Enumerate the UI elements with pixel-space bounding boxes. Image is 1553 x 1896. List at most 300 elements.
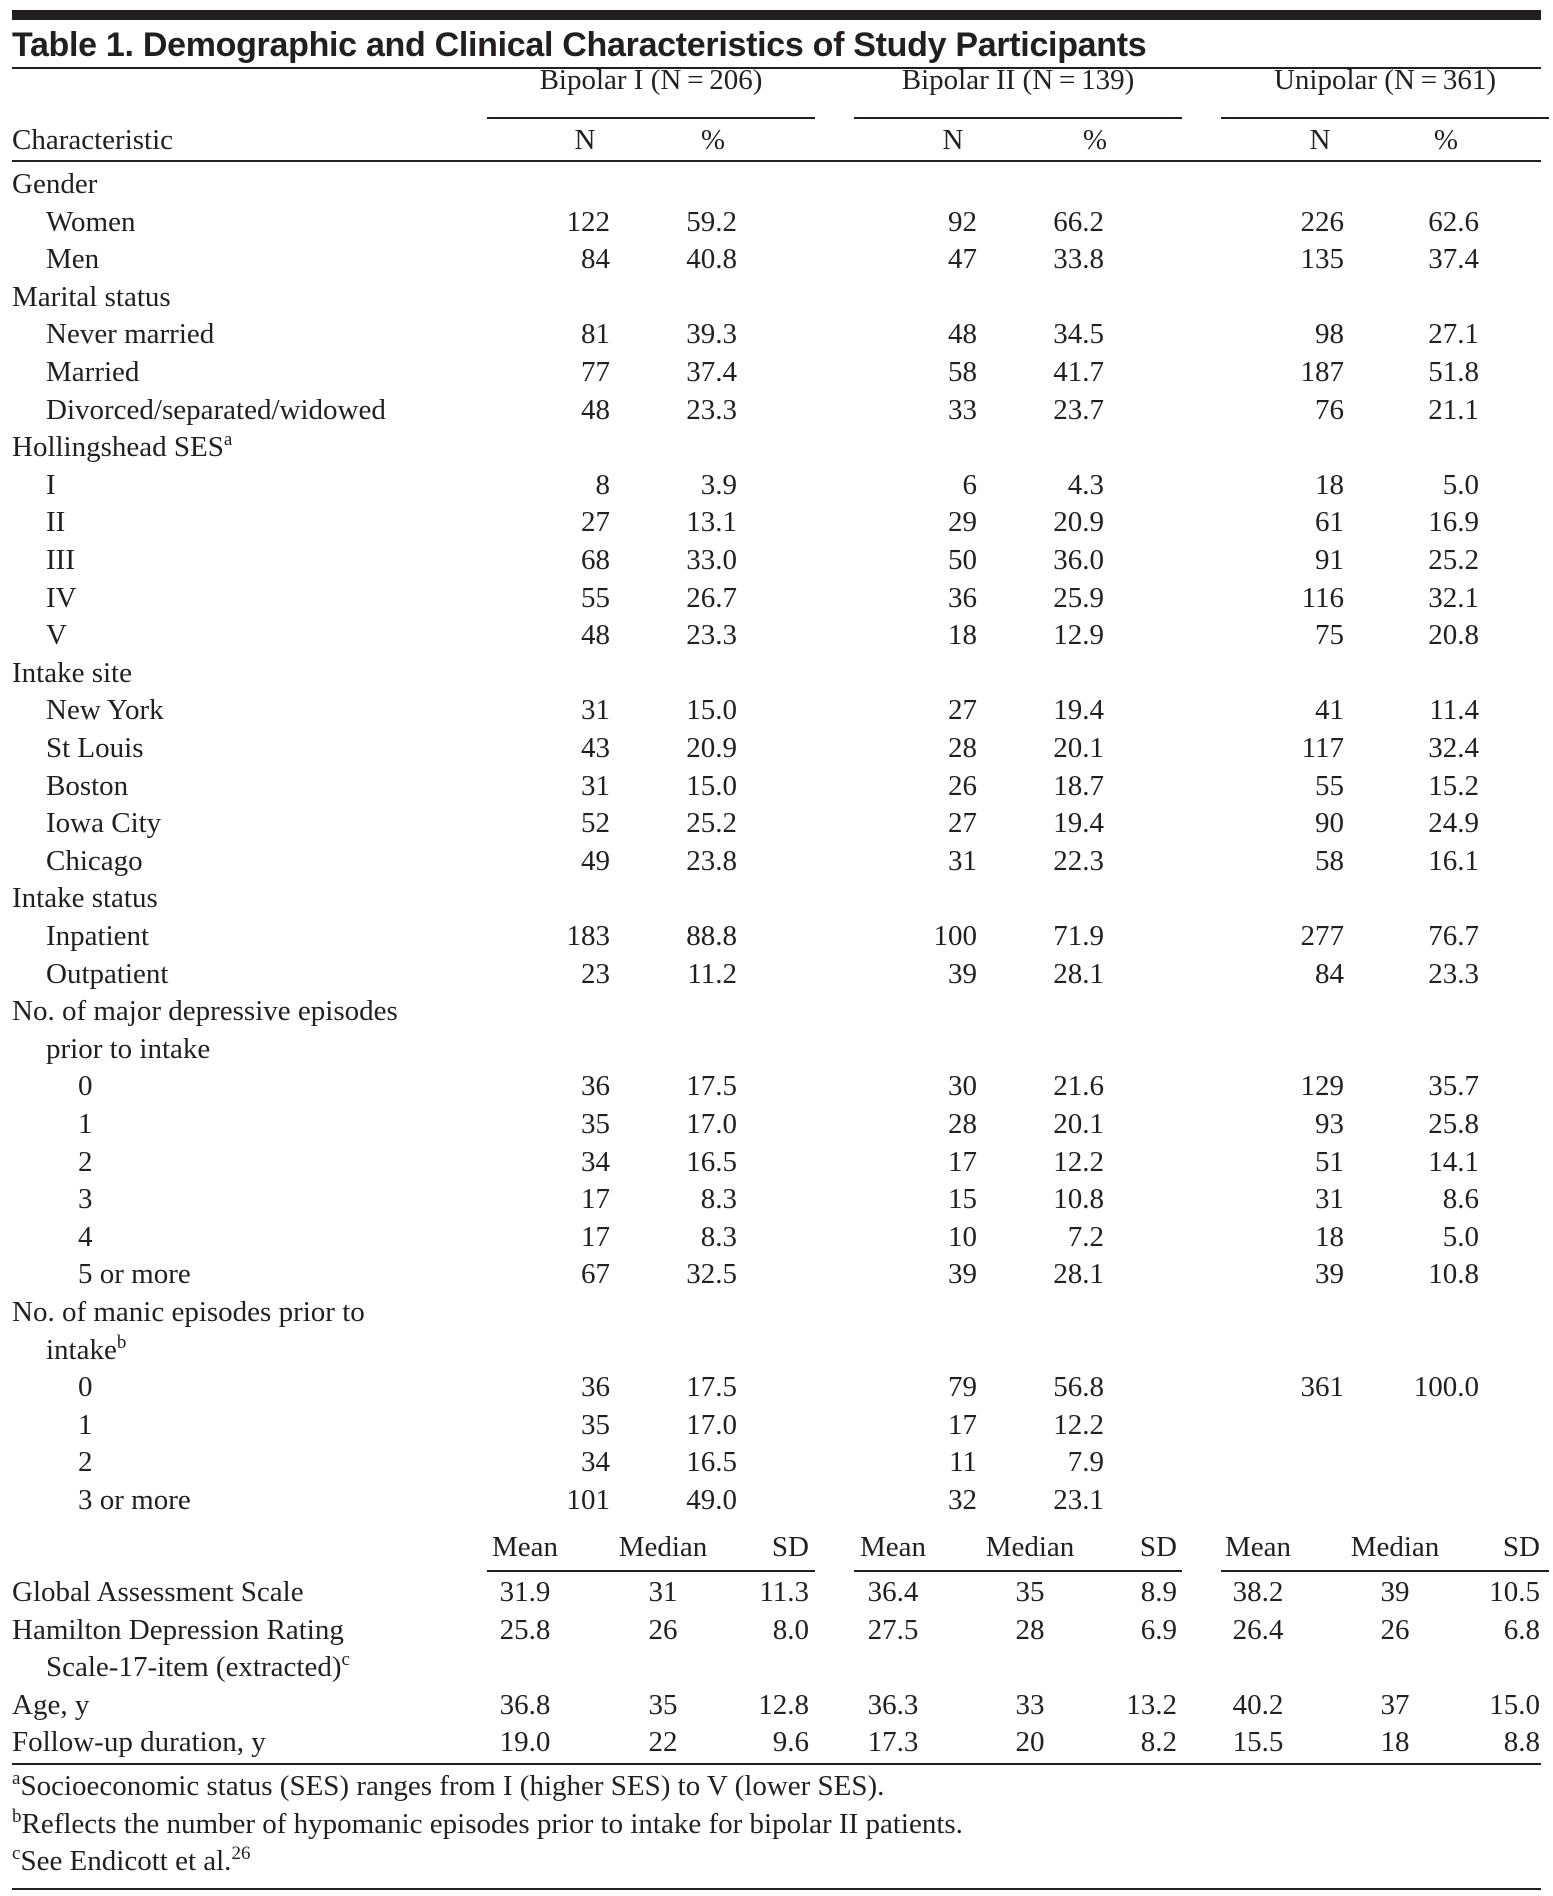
- cell-n: 31: [581, 769, 610, 802]
- stat-sd: 12.8: [758, 1688, 809, 1721]
- cell-n: 17: [581, 1220, 610, 1253]
- row-label: [12, 429, 232, 465]
- row-label: [46, 354, 139, 390]
- row-label: [12, 993, 398, 1029]
- cell-n: 91: [1315, 544, 1344, 576]
- cell-pct: 62.6: [1428, 205, 1479, 238]
- row-label-text: Married: [46, 356, 140, 388]
- row-label: [46, 805, 161, 841]
- group-header-bipolar-2: Bipolar II (N = 139): [901, 64, 1135, 96]
- row-label: [46, 843, 143, 879]
- column-header-n: N: [574, 124, 596, 156]
- cell-pct: 20.1: [1053, 1108, 1104, 1140]
- footnote-text: See Endicott et al.: [20, 1845, 232, 1878]
- row-label: [12, 166, 97, 202]
- row-label-text: Marital status: [12, 280, 171, 313]
- cell-pct: 7.9: [1067, 1446, 1104, 1479]
- row-label: [46, 580, 77, 616]
- stat-mean: 40.2: [1232, 1688, 1284, 1721]
- column-header-pct: %: [700, 124, 726, 156]
- row-label: [46, 730, 144, 766]
- row-label-text: Hollingshead SES: [12, 431, 224, 464]
- row-label-text: II: [46, 506, 66, 539]
- row-label-text: St Louis: [46, 732, 144, 764]
- column-header-pct: %: [1082, 124, 1108, 156]
- cell-pct: 25.9: [1053, 581, 1104, 614]
- row-label-text: intake: [46, 1333, 117, 1366]
- cell-n: 58: [948, 356, 977, 388]
- cell-n: 35: [581, 1408, 610, 1441]
- row-label-text: Intake status: [12, 882, 158, 915]
- stat-median: 20: [1015, 1726, 1045, 1759]
- cell-pct: 10.8: [1053, 1183, 1104, 1216]
- cell-pct: 17.0: [686, 1108, 737, 1140]
- cell-n: 39: [948, 957, 977, 990]
- cell-n: 39: [1315, 1258, 1344, 1291]
- cell-pct: 25.8: [1428, 1108, 1479, 1140]
- row-label: [12, 1294, 365, 1330]
- cell-pct: 49.0: [686, 1484, 737, 1516]
- row-label: [78, 1144, 93, 1180]
- cell-n: 43: [581, 732, 610, 764]
- stats-row-label: [46, 1649, 350, 1685]
- stats-header-median: Median: [1350, 1531, 1440, 1563]
- stats-row-label-text: Hamilton Depression Rating: [12, 1613, 344, 1646]
- stats-header-mean: Mean: [491, 1531, 559, 1563]
- cell-pct: 8.3: [700, 1183, 737, 1216]
- stat-median: 26: [648, 1613, 678, 1646]
- cell-pct: 25.2: [686, 807, 737, 840]
- footnote-mark: c: [341, 1649, 350, 1671]
- cell-n: 17: [948, 1408, 977, 1441]
- row-label-text: Intake site: [12, 656, 132, 689]
- header-rule: [12, 160, 1541, 162]
- cell-n: 30: [948, 1070, 977, 1103]
- cell-n: 35: [581, 1108, 610, 1140]
- stat-median: 35: [1015, 1576, 1045, 1608]
- footnote-mark: a: [12, 1768, 21, 1789]
- footnote-mark: b: [116, 1331, 127, 1353]
- cell-n: 17: [948, 1145, 977, 1178]
- cell-pct: 4.3: [1067, 468, 1104, 501]
- cell-pct: 20.9: [686, 732, 737, 764]
- cell-pct: 17.0: [686, 1408, 737, 1441]
- stats-row-label-text: Age, y: [12, 1688, 90, 1721]
- cell-n: 81: [581, 318, 610, 351]
- cell-n: 34: [581, 1446, 610, 1479]
- row-label: [12, 880, 158, 916]
- cell-pct: 11.2: [687, 957, 737, 990]
- cell-pct: 20.9: [1053, 506, 1104, 539]
- cell-n: 183: [566, 920, 610, 952]
- cell-pct: 37.4: [686, 356, 737, 388]
- stat-mean: 19.0: [499, 1726, 551, 1759]
- reference-number: 26: [231, 1843, 251, 1865]
- cell-n: 23: [581, 957, 610, 990]
- stat-mean: 38.2: [1232, 1576, 1284, 1608]
- cell-pct: 23.8: [686, 844, 737, 877]
- cell-pct: 32.5: [686, 1258, 737, 1291]
- stat-sd: 11.3: [759, 1576, 809, 1608]
- cell-pct: 18.7: [1053, 769, 1104, 802]
- cell-pct: 23.7: [1053, 393, 1104, 426]
- bottom-rule: [12, 1763, 1541, 1765]
- cell-pct: 8.6: [1442, 1183, 1479, 1216]
- stats-rule-unipolar: [1221, 1570, 1549, 1572]
- cell-n: 135: [1300, 243, 1344, 276]
- cell-pct: 66.2: [1053, 205, 1104, 238]
- cell-pct: 20.8: [1428, 619, 1479, 652]
- cell-pct: 36.0: [1053, 544, 1104, 576]
- cell-pct: 33.0: [686, 544, 737, 576]
- row-label-text: Men: [46, 243, 100, 276]
- stat-sd: 8.8: [1503, 1726, 1540, 1759]
- row-label: [78, 1444, 93, 1480]
- row-label-text: I: [46, 468, 56, 501]
- row-label-text: Women: [46, 205, 136, 238]
- cell-n: 27: [948, 807, 977, 840]
- cell-pct: 26.7: [686, 581, 737, 614]
- stats-header-mean: Mean: [859, 1531, 927, 1563]
- cell-n: 361: [1300, 1371, 1344, 1404]
- cell-n: 226: [1300, 205, 1344, 238]
- cell-n: 6: [962, 468, 977, 501]
- cell-n: 75: [1315, 619, 1344, 652]
- column-header-n: N: [942, 124, 964, 156]
- row-label: [78, 1106, 93, 1142]
- footer-rule: [12, 1888, 1541, 1890]
- cell-n: 68: [581, 544, 610, 576]
- cell-pct: 16.5: [686, 1145, 737, 1178]
- cell-pct: 12.2: [1053, 1145, 1104, 1178]
- cell-n: 79: [948, 1371, 977, 1404]
- cell-n: 84: [1315, 957, 1344, 990]
- cell-pct: 19.4: [1053, 694, 1104, 727]
- row-label-text: 2: [78, 1145, 93, 1178]
- cell-n: 100: [933, 920, 977, 952]
- cell-n: 36: [581, 1371, 610, 1404]
- cell-n: 18: [1315, 1220, 1344, 1253]
- cell-n: 48: [948, 318, 977, 351]
- cell-n: 48: [581, 619, 610, 652]
- row-label: [78, 1181, 93, 1217]
- cell-pct: 33.8: [1053, 243, 1104, 276]
- footnote-text: Reflects the number of hypomanic episodes prior to intake for bipolar II patients.: [21, 1807, 963, 1840]
- cell-n: 92: [948, 205, 977, 238]
- column-header-pct: %: [1433, 124, 1459, 156]
- row-label: [46, 918, 149, 954]
- row-label-text: 1: [78, 1408, 93, 1441]
- cell-pct: 19.4: [1053, 807, 1104, 840]
- cell-n: 27: [948, 694, 977, 727]
- cell-pct: 24.9: [1428, 807, 1479, 840]
- cell-pct: 5.0: [1442, 1220, 1479, 1253]
- cell-n: 61: [1315, 506, 1344, 539]
- row-label-text: No. of manic episodes prior to: [12, 1296, 365, 1328]
- row-label-text: Inpatient: [46, 920, 150, 952]
- footnote-text: Socioeconomic status (SES) ranges from I (higher SES) to V (lower SES).: [20, 1770, 885, 1802]
- cell-n: 49: [581, 844, 610, 877]
- stat-median: 31: [648, 1576, 678, 1608]
- row-label: [46, 204, 135, 240]
- row-label-text: IV: [46, 581, 77, 614]
- cell-pct: 32.1: [1428, 581, 1479, 614]
- row-label: [46, 1332, 126, 1368]
- cell-n: 67: [581, 1258, 610, 1291]
- stat-mean: 27.5: [867, 1613, 919, 1646]
- row-label: [12, 279, 171, 315]
- cell-n: 52: [581, 807, 610, 840]
- cell-n: 33: [948, 393, 977, 426]
- stats-rule-bipolar-1: [487, 1570, 815, 1572]
- cell-pct: 7.2: [1067, 1220, 1104, 1253]
- group-rule-unipolar: [1221, 117, 1549, 119]
- stats-header-median: Median: [618, 1531, 708, 1563]
- group-header-bipolar-1: Bipolar I (N = 206): [539, 64, 763, 96]
- cell-pct: 71.9: [1053, 920, 1104, 952]
- stats-row-label-text: Scale-17-item (extracted): [46, 1651, 342, 1684]
- cell-pct: 15.0: [686, 694, 737, 727]
- cell-pct: 8.3: [700, 1220, 737, 1253]
- cell-pct: 76.7: [1428, 920, 1479, 952]
- stats-row-label-text: Follow-up duration, y: [12, 1726, 266, 1759]
- stats-rule-bipolar-2: [854, 1570, 1182, 1572]
- cell-n: 39: [948, 1258, 977, 1291]
- cell-pct: 3.9: [700, 468, 737, 501]
- row-label: [46, 617, 67, 653]
- row-label-text: Gender: [12, 168, 98, 200]
- cell-pct: 88.8: [686, 920, 737, 952]
- cell-n: 31: [581, 694, 610, 727]
- footnote: [12, 1806, 963, 1842]
- cell-n: 27: [581, 506, 610, 539]
- cell-pct: 17.5: [686, 1070, 737, 1103]
- cell-pct: 15.0: [686, 769, 737, 802]
- stat-median: 26: [1380, 1613, 1410, 1646]
- row-label-text: 0: [78, 1070, 93, 1103]
- cell-pct: 15.2: [1428, 769, 1479, 802]
- cell-pct: 59.2: [686, 205, 737, 238]
- cell-pct: 32.4: [1428, 732, 1479, 764]
- stat-sd: 6.9: [1140, 1613, 1177, 1646]
- row-label: [78, 1482, 191, 1518]
- row-label: [78, 1068, 93, 1104]
- row-label-text: New York: [46, 694, 164, 727]
- row-label: [78, 1407, 93, 1443]
- cell-pct: 41.7: [1053, 356, 1104, 388]
- row-label-text: Iowa City: [46, 807, 162, 840]
- stat-median: 35: [648, 1688, 678, 1721]
- row-label-text: Divorced/separated/widowed: [46, 393, 386, 426]
- cell-n: 15: [948, 1183, 977, 1216]
- row-label: [46, 1031, 210, 1067]
- stat-sd: 8.2: [1140, 1726, 1177, 1759]
- stat-mean: 15.5: [1232, 1726, 1284, 1759]
- cell-n: 277: [1300, 920, 1344, 952]
- row-label: [46, 768, 128, 804]
- stat-mean: 31.9: [499, 1576, 551, 1608]
- cell-pct: 40.8: [686, 243, 737, 276]
- cell-n: 36: [948, 581, 977, 614]
- cell-n: 129: [1300, 1070, 1344, 1103]
- row-label-text: 4: [78, 1220, 93, 1253]
- cell-pct: 28.1: [1053, 957, 1104, 990]
- table-title: Table 1. Demographic and Clinical Characteristics of Study Participants: [12, 26, 1147, 64]
- stat-sd: 15.0: [1489, 1688, 1540, 1721]
- row-label: [78, 1219, 93, 1255]
- cell-pct: 100.0: [1413, 1371, 1479, 1404]
- row-label: [46, 542, 75, 578]
- cell-n: 36: [581, 1070, 610, 1103]
- cell-pct: 11.4: [1429, 694, 1479, 727]
- stat-sd: 10.5: [1489, 1576, 1540, 1608]
- cell-n: 28: [948, 1108, 977, 1140]
- cell-pct: 14.1: [1428, 1145, 1479, 1178]
- stat-median: 22: [648, 1726, 678, 1759]
- cell-n: 11: [949, 1446, 977, 1479]
- cell-n: 122: [566, 205, 610, 238]
- stats-row-label-text: Global Assessment Scale: [12, 1576, 304, 1608]
- row-label: [46, 956, 168, 992]
- cell-pct: 56.8: [1053, 1371, 1104, 1404]
- stat-median: 39: [1380, 1576, 1410, 1608]
- cell-n: 77: [581, 356, 610, 388]
- row-label: [46, 241, 99, 277]
- row-label-text: 0: [78, 1371, 93, 1404]
- footnote: [12, 1768, 884, 1804]
- group-header-unipolar: Unipolar (N = 361): [1273, 64, 1497, 96]
- stat-mean: 25.8: [499, 1613, 551, 1646]
- top-rule: [12, 10, 1541, 20]
- cell-n: 48: [581, 393, 610, 426]
- footnote: [12, 1843, 250, 1879]
- cell-pct: 23.3: [1428, 957, 1479, 990]
- stat-mean: 26.4: [1232, 1613, 1284, 1646]
- cell-n: 17: [581, 1183, 610, 1216]
- stat-sd: 8.0: [772, 1613, 809, 1646]
- cell-pct: 16.9: [1428, 506, 1479, 539]
- stats-row-label: [12, 1687, 89, 1723]
- cell-pct: 51.8: [1428, 356, 1479, 388]
- cell-n: 84: [581, 243, 610, 276]
- stat-median: 37: [1380, 1688, 1410, 1721]
- cell-n: 58: [1315, 844, 1344, 877]
- row-label-text: Chicago: [46, 844, 143, 877]
- stats-row-label: [12, 1612, 344, 1648]
- cell-pct: 17.5: [686, 1371, 737, 1404]
- cell-n: 10: [948, 1220, 977, 1253]
- cell-pct: 37.4: [1428, 243, 1479, 276]
- stats-header-mean: Mean: [1224, 1531, 1292, 1563]
- footnote-mark: c: [12, 1843, 21, 1865]
- cell-n: 34: [581, 1145, 610, 1178]
- cell-n: 98: [1315, 318, 1344, 351]
- cell-n: 93: [1315, 1108, 1344, 1140]
- row-label: [46, 467, 56, 503]
- cell-n: 50: [948, 544, 977, 576]
- cell-n: 29: [948, 506, 977, 539]
- stat-sd: 9.6: [772, 1726, 809, 1759]
- stats-header-sd: SD: [1139, 1531, 1177, 1563]
- cell-pct: 12.9: [1053, 619, 1104, 652]
- stat-median: 18: [1380, 1726, 1410, 1759]
- cell-pct: 10.8: [1428, 1258, 1479, 1291]
- group-rule-bipolar-2: [854, 117, 1182, 119]
- row-label-text: 3: [78, 1183, 93, 1216]
- cell-n: 18: [1315, 468, 1344, 501]
- cell-n: 18: [948, 619, 977, 652]
- cell-n: 31: [948, 844, 977, 877]
- cell-pct: 35.7: [1428, 1070, 1479, 1103]
- cell-n: 28: [948, 732, 977, 764]
- stat-mean: 17.3: [867, 1726, 919, 1759]
- cell-pct: 22.3: [1053, 844, 1104, 877]
- row-label: [46, 316, 214, 352]
- cell-pct: 16.1: [1428, 844, 1479, 877]
- row-label: [46, 392, 386, 428]
- stat-sd: 8.9: [1140, 1576, 1177, 1608]
- row-label-text: Outpatient: [46, 957, 169, 990]
- row-label-text: Boston: [46, 769, 129, 802]
- row-label: [12, 655, 132, 691]
- row-label-text: 5 or more: [78, 1258, 191, 1291]
- cell-n: 101: [566, 1484, 610, 1516]
- stats-header-sd: SD: [1502, 1531, 1540, 1563]
- row-label: [78, 1256, 191, 1292]
- row-label: [46, 692, 164, 728]
- cell-pct: 23.3: [686, 393, 737, 426]
- cell-n: 55: [581, 581, 610, 614]
- cell-pct: 5.0: [1442, 468, 1479, 501]
- cell-n: 55: [1315, 769, 1344, 802]
- stat-mean: 36.4: [867, 1576, 919, 1608]
- row-label-text: V: [46, 619, 67, 652]
- cell-n: 26: [948, 769, 977, 802]
- cell-pct: 12.2: [1053, 1408, 1104, 1441]
- cell-pct: 39.3: [686, 318, 737, 351]
- cell-pct: 25.2: [1428, 544, 1479, 576]
- footnote-mark: a: [223, 429, 233, 451]
- cell-n: 90: [1315, 807, 1344, 840]
- stats-header-median: Median: [985, 1531, 1075, 1563]
- cell-pct: 21.1: [1428, 393, 1479, 426]
- cell-n: 8: [595, 468, 610, 501]
- stat-median: 33: [1015, 1688, 1045, 1721]
- row-label-text: 1: [78, 1108, 93, 1140]
- stats-header-sd: SD: [771, 1531, 809, 1563]
- cell-pct: 13.1: [686, 506, 737, 539]
- stat-sd: 13.2: [1126, 1688, 1177, 1721]
- cell-n: 32: [948, 1484, 977, 1516]
- cell-pct: 16.5: [686, 1446, 737, 1479]
- group-rule-bipolar-1: [487, 117, 815, 119]
- cell-n: 117: [1301, 732, 1344, 764]
- row-label-text: No. of major depressive episodes: [12, 995, 398, 1028]
- cell-pct: 21.6: [1053, 1070, 1104, 1103]
- stats-row-label: [12, 1574, 304, 1610]
- footnote-mark: b: [12, 1805, 22, 1827]
- row-label-text: 3 or more: [78, 1484, 191, 1516]
- column-header-n: N: [1309, 124, 1331, 156]
- cell-n: 51: [1315, 1145, 1344, 1178]
- cell-pct: 23.3: [686, 619, 737, 652]
- cell-n: 187: [1300, 356, 1344, 388]
- row-label: [78, 1369, 93, 1405]
- stats-row-label: [12, 1724, 266, 1760]
- row-label-text: prior to intake: [46, 1032, 211, 1065]
- row-label-text: Never married: [46, 318, 215, 351]
- cell-pct: 28.1: [1053, 1258, 1104, 1291]
